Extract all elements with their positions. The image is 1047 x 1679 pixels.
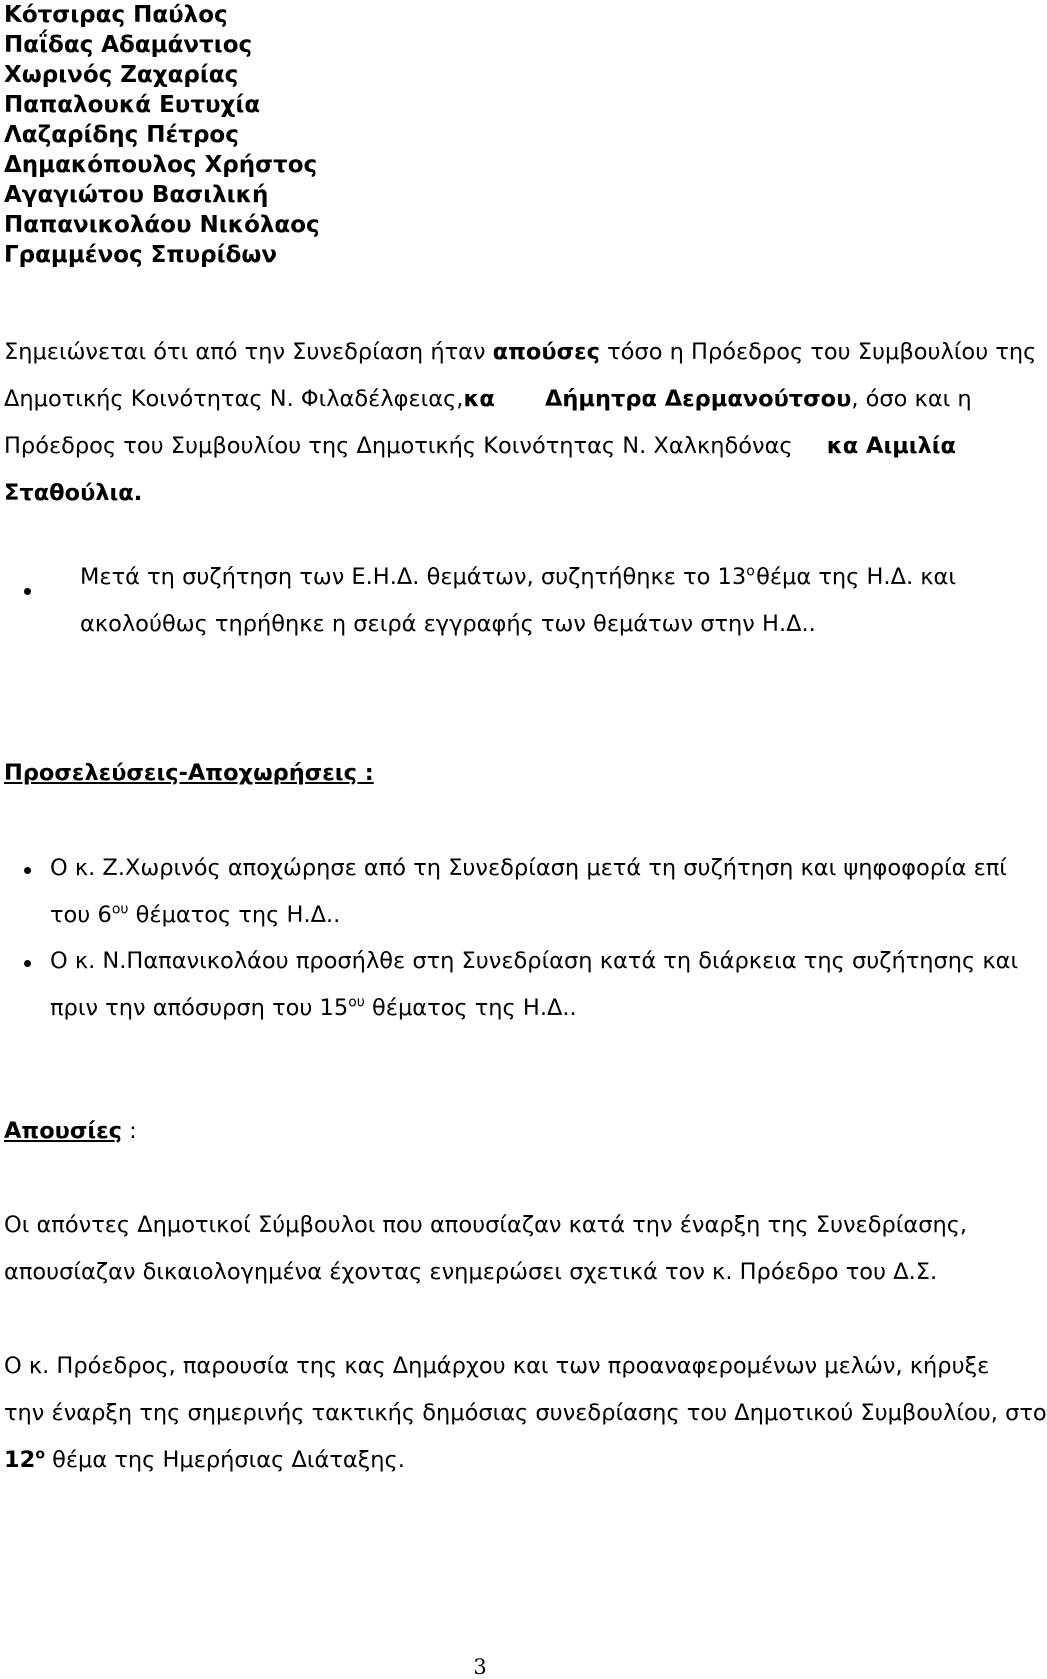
- attendee-name: Αγαγιώτου Βασιλική: [4, 182, 269, 208]
- discussion-bullet-line: ακολούθως τηρήθηκε η σειρά εγγραφής των θεμάτων στην Η.Δ..: [80, 611, 816, 637]
- attendee-name: Παπαλουκά Ευτυχία: [4, 92, 261, 118]
- attendee-name: Γραμμένος Σπυρίδων: [4, 242, 278, 268]
- attendee-name: Κότσιρας Παύλος: [4, 2, 228, 28]
- bullet-dot: [24, 960, 31, 967]
- page-number: 3: [473, 1655, 487, 1679]
- arrival-item-line: πριν την απόσυρση του $15^{o\upsilon}$ θέματος της Η.Δ..: [50, 994, 577, 1021]
- attendee-name: Δημακόπουλος Χρήστος: [4, 152, 318, 178]
- absences-heading: Απουσίες :: [4, 1118, 137, 1144]
- attendee-name: Λαζαρίδης Πέτρος: [4, 122, 239, 148]
- closing-text-line: την έναρξη της σημερινής τακτικής δημόσιας συνεδρίασης του Δημοτικού Συμβουλίου, στο: [4, 1400, 1047, 1426]
- arrival-item-line: Ο κ. Ν.Παπανικολάου προσήλθε στη Συνεδρίαση κατά τη διάρκεια της συζήτησης και: [50, 948, 1019, 974]
- attendee-name: Χωρινός Ζαχαρίας: [4, 62, 239, 88]
- discussion-bullet-line: Μετά τη συζήτηση των Ε.Η.Δ. θεμάτων, συζητήθηκε το $13^o$ θέμα της Η.Δ. και: [80, 563, 956, 590]
- absences-text-line: Οι απόντες Δημοτικοί Σύμβουλοι που απουσίαζαν κατά την έναρξη της Συνεδρίασης,: [4, 1212, 968, 1238]
- absent-note-line: Σημειώνεται ότι από την Συνεδρίαση ήταν απούσες τόσο η Πρόεδρος του Συμβουλίου της: [4, 339, 1037, 365]
- absent-note-line: Σταθούλια.: [4, 480, 143, 506]
- bullet-dot: [24, 588, 31, 595]
- closing-text-line: Ο κ. Πρόεδρος, παρουσία της κας Δημάρχου και των προαναφερομένων μελών, κήρυξε: [4, 1353, 990, 1379]
- arrival-item-line: του $6^{o\upsilon}$ θέματος της Η.Δ..: [50, 901, 341, 928]
- absences-text-line: απουσίαζαν δικαιολογημένα έχοντας ενημερώσει σχετικά τον κ. Πρόεδρο του Δ.Σ.: [4, 1259, 938, 1285]
- absent-note-line: Δημοτικής Κοινότητας Ν. Φιλαδέλφειας, κα Δήμητρα Δερμανούτσου, όσο και η: [4, 386, 972, 412]
- absent-note-line: Πρόεδρος του Συμβουλίου της Δημοτικής Κοινότητας Ν. Χαλκηδόνας κα Αιμιλία: [4, 433, 956, 459]
- arrival-item-line: Ο κ. Ζ.Χωρινός αποχώρησε από τη Συνεδρίαση μετά τη συζήτηση και ψηφοφορία επί: [50, 855, 1007, 881]
- attendee-name: Παπανικολάου Νικόλαος: [4, 212, 320, 238]
- bullet-dot: [24, 867, 31, 874]
- attendee-name: Παΐδας Αδαμάντιος: [4, 32, 253, 58]
- arrivals-heading: Προσελεύσεις-Αποχωρήσεις :: [4, 760, 374, 786]
- closing-text-line: $12^o$ θέμα της Ημερήσιας Διάταξης.: [4, 1446, 405, 1473]
- attendee-list: [4, 0, 320, 270]
